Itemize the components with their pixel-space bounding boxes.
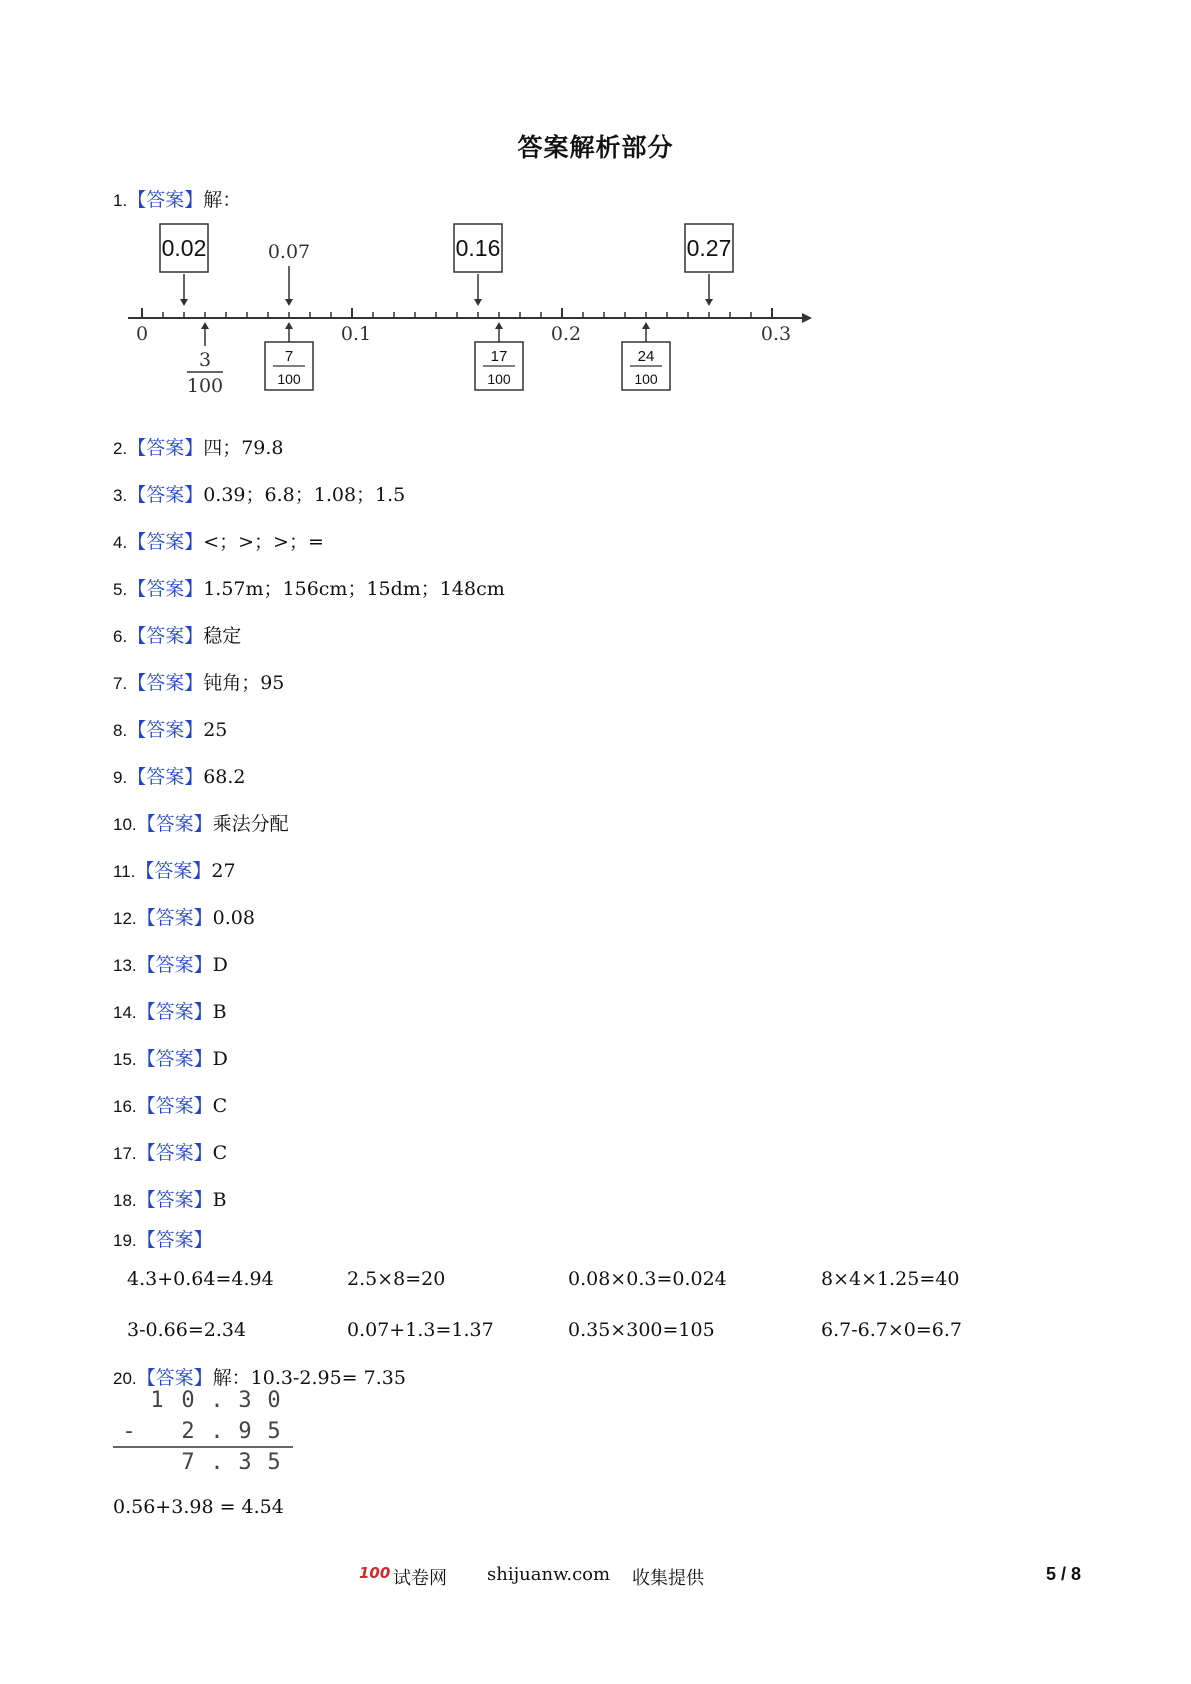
answer-value: 乘法分配: [212, 813, 289, 835]
site-logo: [357, 1560, 393, 1588]
answer-tag: 【答案】: [127, 437, 204, 459]
digit: 0: [181, 1388, 195, 1413]
answer-tag: 【答案】: [136, 954, 213, 976]
digit: .: [210, 1419, 224, 1444]
fraction-numerator: 7: [284, 348, 294, 365]
answer-7: [113, 669, 284, 697]
answer-value: 钝角；95: [203, 672, 285, 694]
answer-value: B: [212, 1001, 227, 1023]
boxed-value-label: 0.02: [161, 235, 207, 261]
arrow-head: [180, 299, 188, 306]
arrow-head: [495, 322, 503, 329]
footer-provided: 收集提供: [632, 1568, 704, 1589]
fraction-denominator: 100: [277, 371, 301, 387]
page-title: 答案解析部分: [517, 133, 674, 162]
equation: 0.07+1.3=1.37: [347, 1319, 494, 1341]
answer-tag: 【答案】: [127, 719, 204, 741]
answer-value: D: [212, 954, 228, 976]
logo-icon: [357, 1560, 393, 1584]
answer-value: 解：10.3-2.95= 7.35: [212, 1367, 406, 1389]
answer-value: <；>；>；=: [203, 531, 324, 553]
answer-value: 68.2: [203, 766, 246, 788]
equation: 8×4×1.25=40: [821, 1268, 960, 1290]
fraction-denominator: 100: [634, 371, 658, 387]
answer-number: 13.: [113, 956, 137, 975]
digit: .: [210, 1450, 224, 1475]
answer-18: [113, 1186, 227, 1214]
tick-label: 0.1: [340, 323, 372, 345]
answer-number: 2.: [113, 439, 128, 458]
answer-tag: 【答案】: [136, 1189, 213, 1211]
answer-tag: 【答案】: [136, 813, 213, 835]
answer-tag: 【答案】: [127, 625, 204, 647]
answer-10: [113, 810, 289, 838]
tick-label: 0.2: [550, 323, 582, 345]
answer-value: 0.08: [212, 907, 255, 929]
answer-value: C: [212, 1095, 228, 1117]
answer-value: 25: [203, 719, 228, 741]
fraction-numerator: 3: [198, 349, 212, 371]
footer-site-url[interactable]: shijuanw.com: [487, 1564, 611, 1585]
answer-16: [113, 1092, 227, 1120]
arrow-head: [642, 322, 650, 329]
answer-number: 17.: [113, 1144, 137, 1163]
logo-text: 100: [359, 1564, 391, 1582]
boxed-value-label: 0.16: [455, 235, 501, 261]
answer-tag: 【答案】: [127, 672, 204, 694]
answer-13: [113, 951, 228, 979]
answer-5: [113, 575, 505, 603]
answer-tag: 【答案】: [136, 1095, 213, 1117]
answer-number: 4.: [113, 533, 128, 552]
equation: 3-0.66=2.34: [127, 1319, 247, 1341]
footer-site-name: 试卷网: [393, 1568, 447, 1589]
arrow-head: [285, 322, 293, 329]
answer-value: 四；79.8: [203, 437, 284, 459]
answer-number: 19.: [113, 1231, 137, 1250]
equation: 0.08×0.3=0.024: [568, 1268, 727, 1290]
answer-number: 1.: [113, 191, 128, 210]
answer-value: C: [212, 1142, 228, 1164]
arrow-head: [474, 299, 482, 306]
vertical-subtraction: [113, 1385, 313, 1480]
boxed-value-label: 0.27: [686, 235, 732, 261]
equation: 0.35×300=105: [568, 1319, 715, 1341]
answer-tag: 【答案】: [136, 907, 213, 929]
digit: 5: [267, 1419, 281, 1444]
answer-number: 8.: [113, 721, 128, 740]
minus-sign: -: [122, 1419, 136, 1444]
answer-value: D: [212, 1048, 228, 1070]
answer-number: 20.: [113, 1369, 137, 1388]
answer-2: [113, 434, 284, 462]
answer-number: 11.: [113, 862, 136, 881]
digit: 5: [267, 1450, 281, 1475]
answer-number: 7.: [113, 674, 128, 693]
answer-14: [113, 998, 227, 1026]
answer-15: [113, 1045, 228, 1073]
fraction-denominator: 100: [186, 375, 224, 397]
answer-number: 12.: [113, 909, 137, 928]
fraction-numerator: 24: [637, 348, 655, 365]
answer-4: [113, 528, 324, 556]
answer-number: 6.: [113, 627, 128, 646]
digit: 9: [238, 1419, 252, 1444]
answer-tag: 【答案】: [127, 766, 204, 788]
answer-number: 10.: [113, 815, 137, 834]
digit: 2: [181, 1419, 195, 1444]
answer-9: [113, 763, 246, 791]
answer-number: 5.: [113, 580, 128, 599]
answer-17: [113, 1139, 227, 1167]
digit: 0: [267, 1388, 281, 1413]
answer-number: 9.: [113, 768, 128, 787]
digit: 1: [150, 1388, 164, 1413]
digit: 3: [238, 1450, 252, 1475]
answer-tag: 【答案】: [135, 860, 212, 882]
answer-tag: 【答案】: [127, 578, 204, 600]
answer-value: B: [212, 1189, 227, 1211]
answer-3: [113, 481, 405, 509]
arrow-head: [705, 299, 713, 306]
equation: 2.5×8=20: [347, 1268, 446, 1290]
answer-6: [113, 622, 241, 650]
answer-number: 16.: [113, 1097, 137, 1116]
digit: 7: [181, 1450, 195, 1475]
digit: .: [210, 1388, 224, 1413]
answer-value: 27: [211, 860, 236, 882]
answer-tag: 【答案】: [136, 1048, 213, 1070]
answer-tag: 【答案】: [127, 531, 204, 553]
answer-value: 解：: [203, 189, 242, 211]
answer-number: 18.: [113, 1191, 137, 1210]
fraction-denominator: 100: [487, 371, 511, 387]
equation: 4.3+0.64=4.94: [127, 1268, 274, 1290]
final-calculation: 0.56+3.98 = 4.54: [113, 1496, 284, 1518]
equation: 6.7-6.7×0=6.7: [821, 1319, 962, 1341]
answer-11: [113, 857, 236, 885]
answer-tag: 【答案】: [127, 484, 204, 506]
answer-19: [113, 1226, 213, 1254]
number-line-figure: [124, 222, 824, 402]
answer-value: 稳定: [203, 625, 242, 647]
given-value-label: 0.07: [267, 241, 311, 263]
answer-tag: 【答案】: [127, 189, 204, 211]
answer-tag: 【答案】: [136, 1367, 213, 1389]
fraction-numerator: 17: [490, 348, 508, 365]
answer-number: 15.: [113, 1050, 137, 1069]
answer-tag: 【答案】: [136, 1229, 213, 1251]
tick-label: 0: [135, 323, 149, 345]
answer-value: 0.39；6.8；1.08；1.5: [203, 484, 406, 506]
answer-value: 1.57m；156cm；15dm；148cm: [203, 578, 505, 600]
arrow-head: [201, 322, 209, 329]
tick-label: 0.3: [760, 323, 792, 345]
answer-number: 3.: [113, 486, 128, 505]
answer-1: [113, 186, 241, 214]
answer-12: [113, 904, 255, 932]
answer-8: [113, 716, 227, 744]
answer-tag: 【答案】: [136, 1001, 213, 1023]
answer-number: 14.: [113, 1003, 137, 1022]
digit: 3: [238, 1388, 252, 1413]
arrow-head: [285, 299, 293, 306]
answer-tag: 【答案】: [136, 1142, 213, 1164]
page-number: 5 / 8: [1045, 1564, 1081, 1584]
